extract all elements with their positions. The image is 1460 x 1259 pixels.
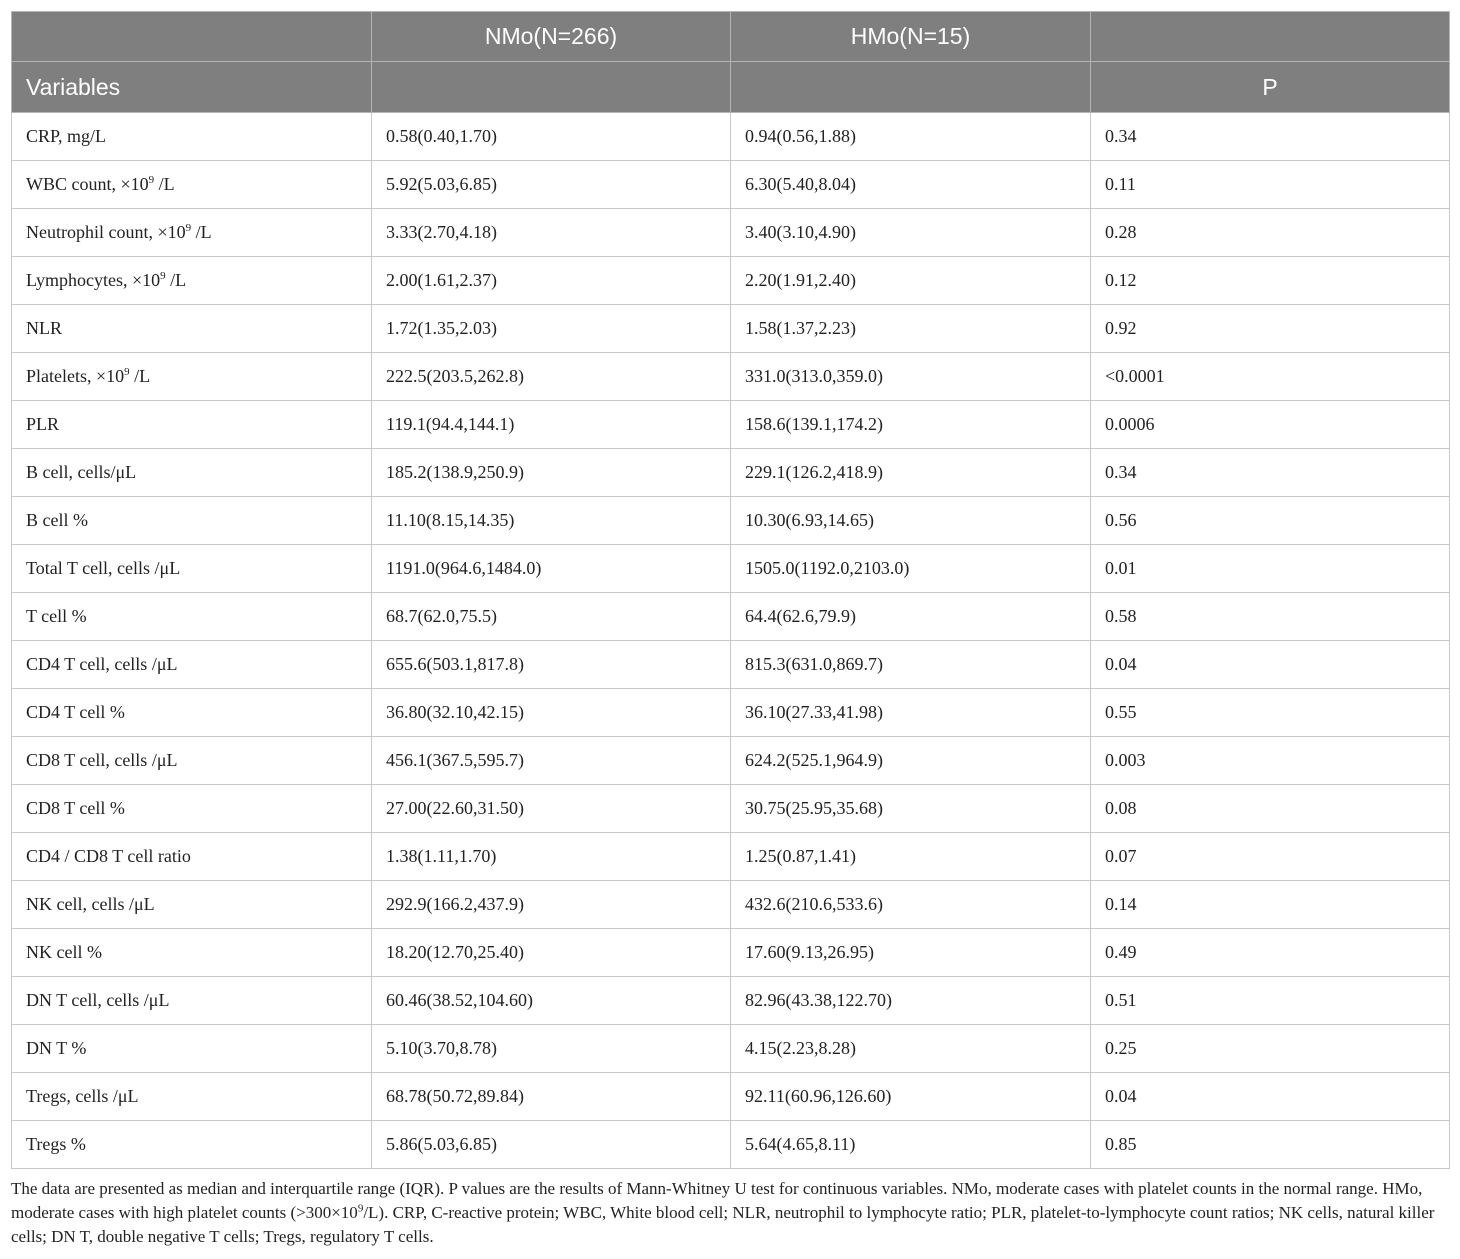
table-row [12, 593, 1450, 641]
variable-label: Neutrophil count, ×10 [26, 222, 186, 242]
variable-label: Tregs, cells /μL [26, 1086, 139, 1106]
header-blank-3 [731, 62, 1091, 113]
variable-label: CRP, mg/L [26, 126, 107, 146]
cell-variable [12, 1025, 372, 1073]
table-row [12, 305, 1450, 353]
header-p: P [1091, 62, 1450, 113]
cell-hmo: 0.94(0.56,1.88) [731, 113, 1091, 161]
header-empty-4 [1091, 12, 1450, 62]
header-empty-1 [12, 12, 372, 62]
table-row [12, 641, 1450, 689]
cell-nmo: 5.86(5.03,6.85) [372, 1121, 731, 1169]
table-row [12, 353, 1450, 401]
cell-nmo: 68.78(50.72,89.84) [372, 1073, 731, 1121]
cell-p: 0.56 [1091, 497, 1450, 545]
cell-p: 0.49 [1091, 929, 1450, 977]
variable-label: Tregs % [26, 1134, 86, 1154]
cell-p: 0.14 [1091, 881, 1450, 929]
variable-superscript: 9 [160, 270, 166, 282]
header-blank-2 [372, 62, 731, 113]
variable-label: Lymphocytes, ×10 [26, 270, 161, 290]
table-row [12, 257, 1450, 305]
data-table [11, 11, 1450, 1169]
table-row [12, 209, 1450, 257]
cell-nmo: 5.10(3.70,8.78) [372, 1025, 731, 1073]
variable-unit: /L [154, 174, 175, 194]
cell-nmo: 2.00(1.61,2.37) [372, 257, 731, 305]
cell-hmo: 10.30(6.93,14.65) [731, 497, 1091, 545]
cell-variable [12, 401, 372, 449]
variable-unit: /L [129, 366, 151, 386]
cell-variable [12, 209, 372, 257]
cell-p: 0.04 [1091, 1073, 1450, 1121]
cell-nmo: 0.58(0.40,1.70) [372, 113, 731, 161]
cell-nmo: 18.20(12.70,25.40) [372, 929, 731, 977]
table-row [12, 1073, 1450, 1121]
cell-hmo: 92.11(60.96,126.60) [731, 1073, 1091, 1121]
variable-label: DN T cell, cells /μL [26, 990, 170, 1010]
cell-hmo: 30.75(25.95,35.68) [731, 785, 1091, 833]
table-row [12, 113, 1450, 161]
cell-nmo: 1.38(1.11,1.70) [372, 833, 731, 881]
cell-p: 0.34 [1091, 113, 1450, 161]
cell-p: 0.85 [1091, 1121, 1450, 1169]
variable-label: B cell, cells/μL [26, 462, 137, 482]
variable-label: CD4 T cell, cells /μL [26, 654, 178, 674]
table-row [12, 1025, 1450, 1073]
header-row-groups [12, 12, 1450, 62]
cell-p: 0.51 [1091, 977, 1450, 1025]
cell-p: 0.08 [1091, 785, 1450, 833]
cell-hmo: 17.60(9.13,26.95) [731, 929, 1091, 977]
table-row [12, 881, 1450, 929]
footnote-part1: The data are presented as median and interquartile range (IQR). P values are the results of Mann-Whitney U test for continuous variables. NMo, moderate cases with platelet counts in the normal range. HMo, moderate cases with high platelet counts (>300×10 [11, 1179, 1423, 1222]
header-variables: Variables [12, 62, 372, 113]
cell-hmo: 1.58(1.37,2.23) [731, 305, 1091, 353]
table-row [12, 1121, 1450, 1169]
cell-p: 0.003 [1091, 737, 1450, 785]
variable-label: NK cell % [26, 942, 102, 962]
variable-label: DN T % [26, 1038, 87, 1058]
cell-nmo: 185.2(138.9,250.9) [372, 449, 731, 497]
cell-hmo: 3.40(3.10,4.90) [731, 209, 1091, 257]
variable-label: CD4 T cell % [26, 702, 125, 722]
cell-hmo: 64.4(62.6,79.9) [731, 593, 1091, 641]
cell-nmo: 1.72(1.35,2.03) [372, 305, 731, 353]
table-row [12, 497, 1450, 545]
cell-nmo: 222.5(203.5,262.8) [372, 353, 731, 401]
cell-variable [12, 881, 372, 929]
cell-hmo: 2.20(1.91,2.40) [731, 257, 1091, 305]
cell-variable [12, 257, 372, 305]
cell-nmo: 1191.0(964.6,1484.0) [372, 545, 731, 593]
cell-hmo: 1.25(0.87,1.41) [731, 833, 1091, 881]
cell-variable [12, 449, 372, 497]
cell-nmo: 456.1(367.5,595.7) [372, 737, 731, 785]
variable-label: NLR [26, 318, 62, 338]
cell-variable [12, 833, 372, 881]
variable-label: T cell % [26, 606, 87, 626]
cell-p: 0.12 [1091, 257, 1450, 305]
cell-nmo: 3.33(2.70,4.18) [372, 209, 731, 257]
cell-nmo: 5.92(5.03,6.85) [372, 161, 731, 209]
table-row [12, 929, 1450, 977]
header-nmo: NMo(N=266) [372, 12, 731, 62]
cell-nmo: 60.46(38.52,104.60) [372, 977, 731, 1025]
cell-p: <0.0001 [1091, 353, 1450, 401]
table-row [12, 401, 1450, 449]
variable-label: CD4 / CD8 T cell ratio [26, 846, 191, 866]
cell-variable [12, 305, 372, 353]
cell-variable [12, 689, 372, 737]
header-row-labels [12, 62, 1450, 113]
cell-p: 0.92 [1091, 305, 1450, 353]
cell-hmo: 82.96(43.38,122.70) [731, 977, 1091, 1025]
cell-nmo: 36.80(32.10,42.15) [372, 689, 731, 737]
cell-p: 0.07 [1091, 833, 1450, 881]
variable-label: NK cell, cells /μL [26, 894, 155, 914]
table-row [12, 689, 1450, 737]
variable-label: WBC count, ×10 [26, 174, 149, 194]
variable-label: CD8 T cell, cells /μL [26, 750, 178, 770]
cell-hmo: 4.15(2.23,8.28) [731, 1025, 1091, 1073]
cell-variable [12, 545, 372, 593]
cell-p: 0.01 [1091, 545, 1450, 593]
cell-nmo: 27.00(22.60,31.50) [372, 785, 731, 833]
data-table-container [11, 11, 1449, 1169]
variable-label: CD8 T cell % [26, 798, 125, 818]
cell-variable [12, 1073, 372, 1121]
cell-nmo: 68.7(62.0,75.5) [372, 593, 731, 641]
cell-p: 0.58 [1091, 593, 1450, 641]
table-row [12, 977, 1450, 1025]
cell-variable [12, 353, 372, 401]
table-row [12, 785, 1450, 833]
cell-p: 0.55 [1091, 689, 1450, 737]
cell-hmo: 331.0(313.0,359.0) [731, 353, 1091, 401]
cell-p: 0.11 [1091, 161, 1450, 209]
cell-variable [12, 1121, 372, 1169]
cell-variable [12, 737, 372, 785]
table-footnote [11, 1177, 1449, 1249]
cell-p: 0.34 [1091, 449, 1450, 497]
cell-variable [12, 977, 372, 1025]
table-body [12, 113, 1450, 1169]
cell-hmo: 5.64(4.65,8.11) [731, 1121, 1091, 1169]
variable-label: Platelets, ×10 [26, 366, 125, 386]
cell-variable [12, 161, 372, 209]
cell-p: 0.0006 [1091, 401, 1450, 449]
variable-superscript: 9 [185, 222, 192, 234]
footnote-part2: /L). CRP, C-reactive protein; WBC, White blood cell; NLR, neutrophil to lymphocyte ratio; PLR, platelet-to-lymphocyte count ratios; NK cells, natural killer cells; DN T, double negative T cells; Tregs, regulatory T cells. [11, 1203, 1435, 1246]
cell-nmo: 11.10(8.15,14.35) [372, 497, 731, 545]
cell-variable [12, 929, 372, 977]
cell-nmo: 655.6(503.1,817.8) [372, 641, 731, 689]
cell-hmo: 158.6(139.1,174.2) [731, 401, 1091, 449]
table-row [12, 449, 1450, 497]
table-header [12, 12, 1450, 113]
cell-variable [12, 113, 372, 161]
variable-superscript: 9 [124, 366, 130, 378]
variable-label: PLR [26, 414, 60, 434]
table-row [12, 737, 1450, 785]
cell-hmo: 1505.0(1192.0,2103.0) [731, 545, 1091, 593]
cell-nmo: 119.1(94.4,144.1) [372, 401, 731, 449]
cell-variable [12, 641, 372, 689]
variable-label: B cell % [26, 510, 88, 530]
variable-label: Total T cell, cells /μL [26, 558, 181, 578]
cell-variable [12, 593, 372, 641]
table-row [12, 161, 1450, 209]
variable-superscript: 9 [148, 174, 155, 186]
cell-variable [12, 497, 372, 545]
cell-p: 0.28 [1091, 209, 1450, 257]
footnote-superscript: 9 [357, 1202, 364, 1215]
cell-hmo: 36.10(27.33,41.98) [731, 689, 1091, 737]
cell-nmo: 292.9(166.2,437.9) [372, 881, 731, 929]
header-hmo: HMo(N=15) [731, 12, 1091, 62]
cell-p: 0.04 [1091, 641, 1450, 689]
variable-unit: /L [165, 270, 187, 290]
table-row [12, 545, 1450, 593]
variable-unit: /L [191, 222, 212, 242]
cell-hmo: 432.6(210.6,533.6) [731, 881, 1091, 929]
cell-hmo: 6.30(5.40,8.04) [731, 161, 1091, 209]
table-row [12, 833, 1450, 881]
cell-hmo: 229.1(126.2,418.9) [731, 449, 1091, 497]
cell-p: 0.25 [1091, 1025, 1450, 1073]
cell-variable [12, 785, 372, 833]
cell-hmo: 624.2(525.1,964.9) [731, 737, 1091, 785]
cell-hmo: 815.3(631.0,869.7) [731, 641, 1091, 689]
